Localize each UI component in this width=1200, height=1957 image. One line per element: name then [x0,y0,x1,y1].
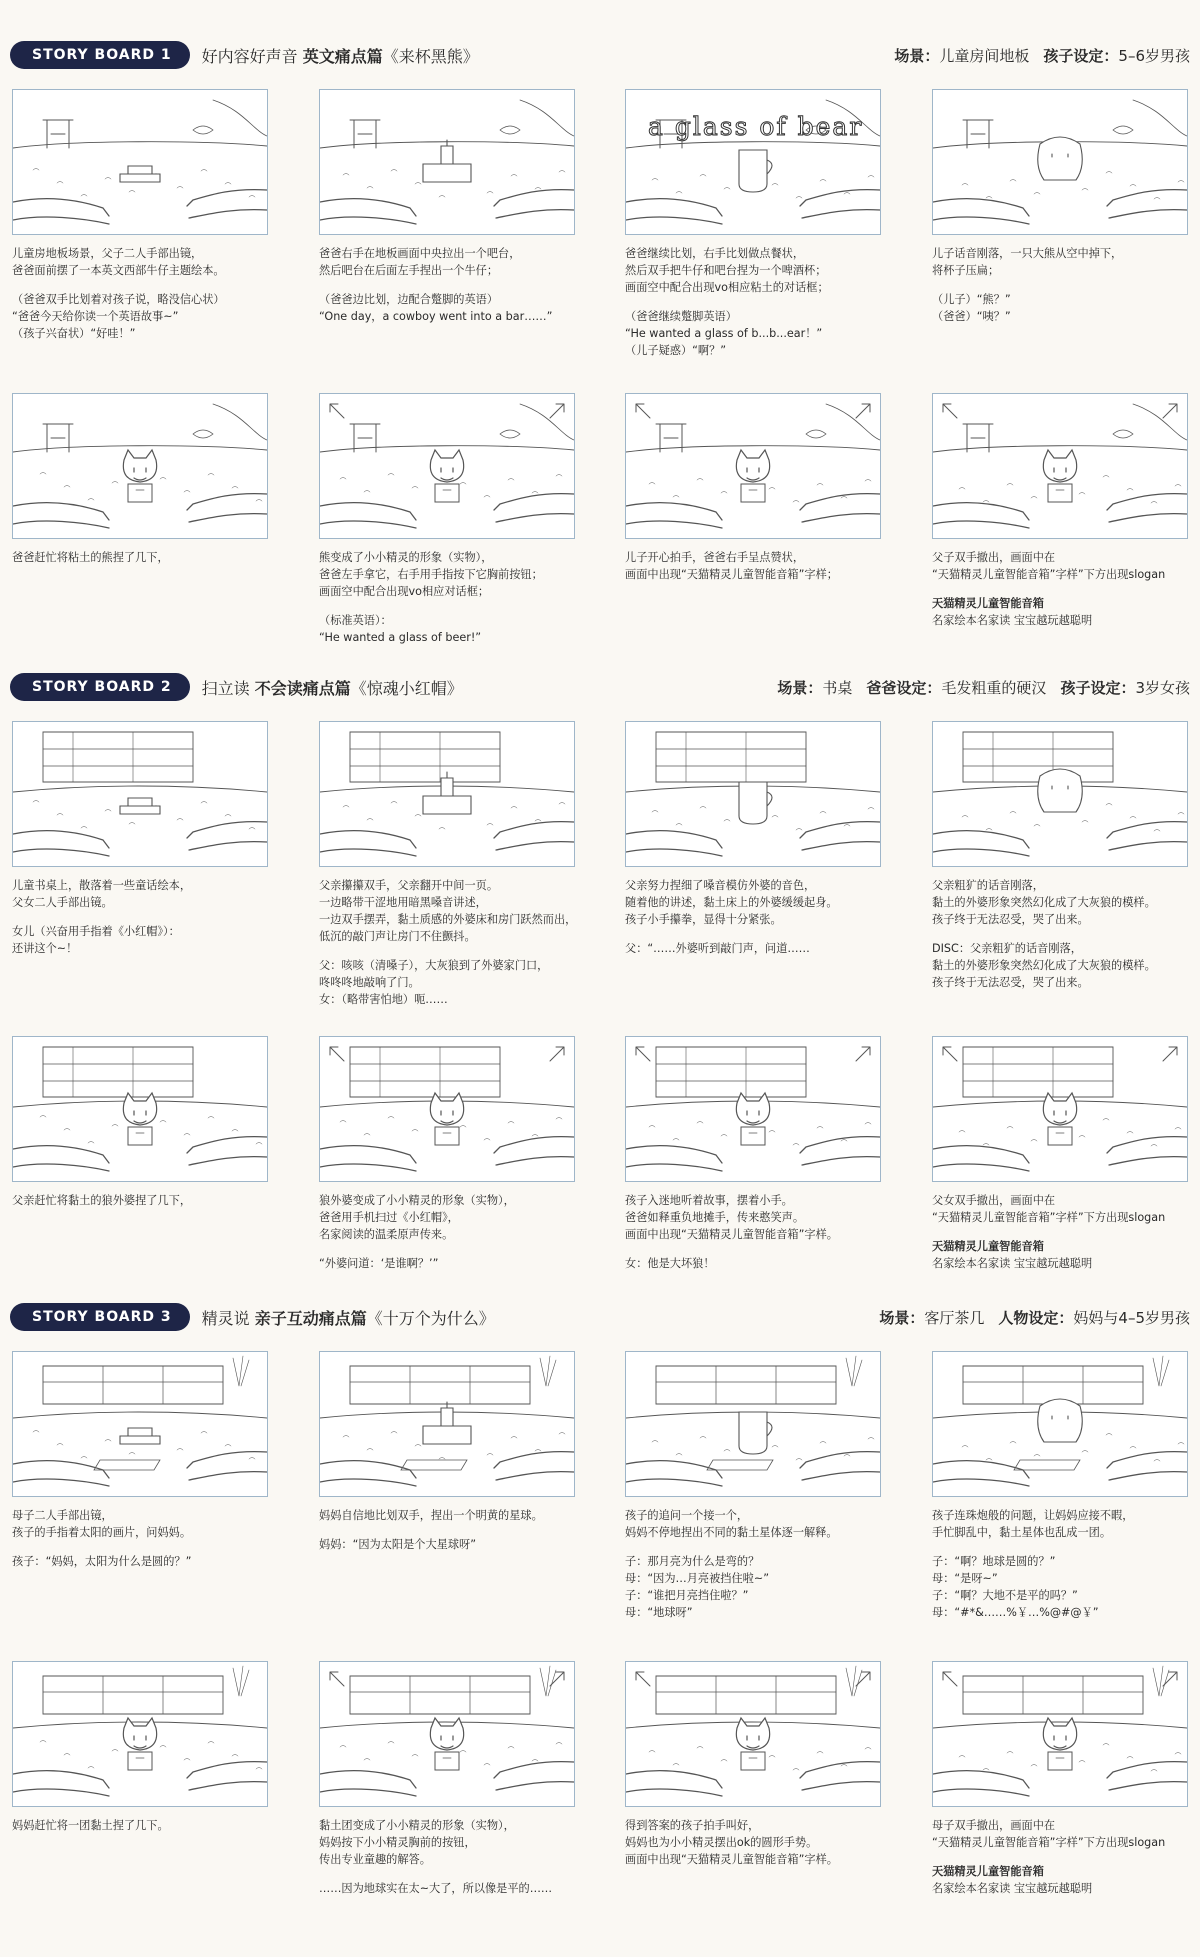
sketch-illustration [626,1352,880,1496]
description-line: 手忙脚乱中，黏土星体也乱成一团。 [932,1526,1112,1539]
panel-frame [319,1036,575,1182]
storyboard-panel [932,393,1188,629]
panel-frame [625,1351,881,1497]
dialog-line: 孩子终于无法忍受，哭了出来。 [932,976,1089,989]
storyboard-panel [319,89,575,325]
storyboard-panel [319,721,575,1008]
meta-label: 孩子设定： [1060,678,1136,697]
sketch-illustration [320,90,574,234]
meta-value: 客厅茶几 [924,1308,985,1327]
dialog-line: 子：“啊？大地不是平的吗？” [932,1589,1078,1602]
panel-caption [932,1817,1188,1897]
panel-dialog [932,940,1188,991]
description-line: 孩子的追问一个接一个， [625,1509,749,1522]
dialog-line: （爸爸边比划，边配合蹩脚的英语） [319,293,499,306]
panel-description [932,1817,1188,1851]
panel-frame [625,1661,881,1807]
panel-description [12,549,268,566]
sketch-illustration [933,90,1187,234]
dialog-line: 咚咚咚地敲响了门。 [319,976,420,989]
panel-caption [625,1507,881,1621]
storyboard-badge: STORY BOARD 1 [10,41,190,69]
panel-dialog [625,940,881,957]
description-line: 低沉的敲门声让房门不住颤抖。 [319,930,476,943]
meta-label: 场景： [894,46,940,65]
meta-value: 5–6岁男孩 [1118,46,1190,65]
sketch-illustration [626,1037,880,1181]
description-line: 父女双手撤出，画面中在 [932,1194,1056,1207]
dialog-line: 还讲这个~！ [12,942,78,955]
slogan-title: 天猫精灵儿童智能音箱 [932,1240,1044,1253]
title-suffix: 《惊魂小红帽》 [350,678,463,698]
panel-frame [319,1661,575,1807]
description-line: 爸爸继续比划，右手比划做点餐状， [625,247,805,260]
panel-description [12,245,268,279]
description-line: 爸爸右手在地板画面中央拉出一个吧台， [319,247,521,260]
panel-frame [625,393,881,539]
meta-label: 人物设定： [998,1308,1074,1327]
description-line: 儿子话音刚落，一只大熊从空中掉下， [932,247,1123,260]
storyboard-panel [625,89,881,359]
storyboard-panel [625,1036,881,1272]
storyboard-panel [12,89,268,342]
dialog-line: 母：“是呀~” [932,1572,998,1585]
caption-spacer [932,1226,1188,1238]
description-line: 爸爸用手机扫过《小红帽》， [319,1211,459,1224]
panel-description [319,549,575,600]
description-line: 孩子的手指着太阳的画片，问妈妈。 [12,1526,192,1539]
panel-caption [932,877,1188,991]
description-line: 黏土的外婆形象突然幻化成了大灰狼的模样。 [932,896,1156,909]
title-bold-segment: 英文痛点篇 [302,46,383,66]
panel-description [932,245,1188,279]
storyboard-panel [932,721,1188,991]
storyboard-panel [319,1351,575,1553]
panel-description [932,877,1188,928]
description-line: 画面中出现“天猫精灵儿童智能音箱”字样； [625,568,838,581]
sketch-illustration [320,1662,574,1806]
storyboard-title [202,1306,495,1329]
panel-caption [12,1192,268,1209]
dialog-line: “He wanted a glass of b...b...ear！” [625,327,823,340]
description-line: 父亲努力捏细了嗓音模仿外婆的音色， [625,879,816,892]
panel-description [625,245,881,296]
sketch-illustration [13,722,267,866]
panel-caption [932,549,1188,629]
panel-slogan [932,1238,1188,1272]
panel-frame [12,89,268,235]
panel-description [319,1817,575,1868]
panel-caption [932,1507,1188,1621]
description-line: 父女二人手部出镜。 [12,896,113,909]
panel-caption [12,245,268,342]
panel-description [625,877,881,928]
storyboard-panel [932,1351,1188,1621]
dialog-line: （爸爸）“咦？” [932,310,1011,323]
panel-frame [12,1661,268,1807]
panel-caption [12,1507,268,1570]
panel-caption [319,1817,575,1897]
dialog-line: 母：“因为…月亮被挡住啦~” [625,1572,770,1585]
panel-dialog [625,308,881,359]
description-line: “天猫精灵儿童智能音箱”字样”下方出现slogan [932,1836,1166,1849]
caption-spacer [12,279,268,291]
sketch-illustration [13,1662,267,1806]
title-prefix: 精灵说 [201,1308,250,1328]
slogan-line: 名家绘本名家读 宝宝越玩越聪明 [932,614,1093,627]
storyboard-panel [625,1661,881,1868]
panel-description [12,877,268,911]
panel-dialog [319,1536,575,1553]
dialog-line: 母：“#*&……%￥…%@#@￥” [932,1606,1099,1619]
sketch-illustration [320,394,574,538]
storyboard-meta [777,677,1190,698]
storyboard-panel [932,1661,1188,1897]
sketch-illustration [626,394,880,538]
panel-dialog [932,291,1188,325]
description-line: 爸爸左手拿它，右手用手指按下它胸前按钮； [319,568,543,581]
panel-description [625,1192,881,1243]
panel-description [319,245,575,279]
dialog-line: 子：那月亮为什么是弯的？ [625,1555,760,1568]
caption-spacer [625,1243,881,1255]
panel-dialog [319,1255,575,1272]
storyboard-title [202,676,463,699]
description-line: 妈妈不停地捏出不同的黏土星体逐一解释。 [625,1526,838,1539]
slogan-title: 天猫精灵儿童智能音箱 [932,597,1044,610]
panel-slogan [932,595,1188,629]
storyboard-panel [12,1661,268,1834]
storyboard-panel [932,1036,1188,1272]
storyboard-panel [625,1351,881,1621]
slogan-line: 名家绘本名家读 宝宝越玩越聪明 [932,1257,1093,1270]
meta-label: 场景： [777,678,823,697]
storyboard-badge: STORY BOARD 2 [10,673,190,701]
caption-spacer [932,1541,1188,1553]
description-line: 父亲攥攥双手，父亲翻开中间一页。 [319,879,499,892]
meta-label: 孩子设定： [1043,46,1119,65]
description-line: 画面中出现“天猫精灵儿童智能音箱”字样。 [625,1228,838,1241]
caption-spacer [319,1243,575,1255]
description-line: 熊变成了小小精灵的形象（实物）， [319,551,493,564]
title-bold-segment: 不会读痛点篇 [254,678,351,698]
panel-frame [12,721,268,867]
meta-value: 毛发粗重的硬汉 [941,678,1047,697]
panel-frame [12,393,268,539]
dialog-line: “外婆问道：‘是谁啊？’” [319,1257,439,1270]
panel-dialog [12,291,268,342]
storyboard-panel [12,1351,268,1570]
sketch-illustration [933,394,1187,538]
storyboard-panel [12,393,268,566]
storyboard-header [10,1302,1190,1332]
dialog-line: 子：“谁把月亮挡住啦？” [625,1589,749,1602]
panel-caption [319,1192,575,1272]
description-line: 一边双手摆弄，黏土质感的外婆床和房门跃然而出， [319,913,577,926]
panel-dialog [625,1255,881,1272]
panel-caption [625,877,881,957]
description-line: 母子二人手部出镜， [12,1509,113,1522]
panel-frame [932,1036,1188,1182]
panel-caption [319,245,575,325]
panel-frame [319,1351,575,1497]
panel-description [319,1507,575,1524]
title-suffix: 《十万个为什么》 [366,1308,495,1328]
storyboard-panel [932,89,1188,325]
caption-spacer [625,296,881,308]
description-line: 孩子入迷地听着故事，摆着小手。 [625,1194,793,1207]
dialog-line: “He wanted a glass of beer!” [319,631,482,644]
panel-frame [932,89,1188,235]
panel-description [625,1507,881,1541]
sketch-illustration [320,1037,574,1181]
description-line: 儿童房地板场景，父子二人手部出镜， [12,247,203,260]
description-line: 画面空中配合出现vo相应对话框； [319,585,490,598]
caption-spacer [625,1541,881,1553]
panel-description [625,1817,881,1868]
sketch-illustration [933,1352,1187,1496]
dialog-line: 女：（略带害怕地）呃…… [319,993,448,1006]
sketch-illustration [13,90,267,234]
panel-frame [625,721,881,867]
panel-caption [12,877,268,957]
panel-description [12,1507,268,1541]
panel-dialog [625,1553,881,1621]
storyboard-meta [879,1307,1190,1328]
panel-frame [319,89,575,235]
panel-frame [319,393,575,539]
panel-frame [932,393,1188,539]
description-line: 妈妈赶忙将一团黏土捏了几下。 [12,1819,169,1832]
sketch-illustration [13,394,267,538]
panel-dialog [319,1880,575,1897]
panel-caption [12,549,268,566]
dialog-line: 父：“……外婆听到敲门声，问道…… [625,942,810,955]
description-line: 然后双手把牛仔和吧台捏为一个啤酒杯； [625,264,827,277]
description-line: 随着他的讲述，黏土床上的外婆缓缓起身。 [625,896,838,909]
dialog-line: DISC：父亲粗犷的话音刚落， [932,942,1082,955]
panel-caption [319,1507,575,1553]
panel-description [932,1507,1188,1541]
sketch-illustration [933,1037,1187,1181]
dialog-line: ……因为地球实在太~大了，所以像是平的…… [319,1882,553,1895]
panel-description [319,1192,575,1243]
title-prefix: 扫立读 [201,678,250,698]
caption-spacer [12,1541,268,1553]
dialog-line: （爸爸双手比划着对孩子说，略没信心状） [12,293,225,306]
slogan-title: 天猫精灵儿童智能音箱 [932,1865,1044,1878]
storyboard-panel [12,721,268,957]
description-line: 妈妈也为小小精灵摆出ok的圆形手势。 [625,1836,818,1849]
panel-caption [932,1192,1188,1272]
storyboard-panel [625,393,881,583]
caption-spacer [319,1524,575,1536]
description-line: 儿童书桌上，散落着一些童话绘本， [12,879,192,892]
description-line: “天猫精灵儿童智能音箱”字样”下方出现slogan [932,568,1166,581]
panel-frame [12,1036,268,1182]
caption-spacer [319,945,575,957]
caption-spacer [319,279,575,291]
panel-description [625,549,881,583]
description-line: 黏土团变成了小小精灵的形象（实物）， [319,1819,515,1832]
dialog-line: （孩子兴奋状）“好哇！” [12,327,136,340]
panel-description [932,549,1188,583]
description-line: 传出专业童趣的解答。 [319,1853,431,1866]
sketch-illustration [626,1662,880,1806]
panel-frame [12,1351,268,1497]
dialog-line: 母：“地球呀” [625,1606,693,1619]
caption-spacer [932,583,1188,595]
description-line: 画面中出现“天猫精灵儿童智能音箱”字样。 [625,1853,838,1866]
storyboard-panel [319,393,575,646]
dialog-line: 妈妈：“因为太阳是个大星球呀” [319,1538,477,1551]
storyboard-panel [319,1036,575,1272]
description-line: 画面空中配合出现vo相应粘土的对话框； [625,281,829,294]
title-suffix: 《来杯黑熊》 [382,46,479,66]
panel-frame [932,1661,1188,1807]
dialog-line: “爸爸今天给你读一个英语故事~” [12,310,179,323]
storyboard-title [202,44,479,67]
panel-caption [12,1817,268,1834]
panel-slogan [932,1863,1188,1897]
description-line: 将杯子压扁； [932,264,1000,277]
panel-description [319,877,575,945]
description-line: 儿子开心拍手，爸爸右手呈点赞状， [625,551,805,564]
panel-frame [932,721,1188,867]
panel-caption [932,245,1188,325]
storyboard-header [10,672,1190,702]
description-line: 得到答案的孩子拍手叫好， [625,1819,760,1832]
description-line: “天猫精灵儿童智能音箱”字样”下方出现slogan [932,1211,1166,1224]
meta-value: 书桌 [822,678,853,697]
dialog-line: 女：他是大坏狼！ [625,1257,715,1270]
panel-dialog [12,923,268,957]
caption-spacer [932,1851,1188,1863]
panel-caption [625,549,881,583]
panel-caption [625,1817,881,1868]
description-line: 爸爸面前摆了一本英文西部牛仔主题绘本。 [12,264,225,277]
sketch-illustration [320,722,574,866]
dialog-line: （爸爸继续蹩脚英语） [625,310,737,323]
storyboard-header [10,40,1190,70]
panel-frame [319,721,575,867]
meta-label: 场景： [879,1308,925,1327]
description-line: 狼外婆变成了小小精灵的形象（实物）， [319,1194,515,1207]
title-bold-segment: 亲子互动痛点篇 [254,1308,367,1328]
sketch-illustration [320,1352,574,1496]
sketch-illustration [13,1037,267,1181]
title-prefix: 好内容好声音 [201,46,298,66]
caption-spacer [319,1868,575,1880]
dialog-line: 女儿（兴奋用手指着《小红帽》）： [12,925,180,938]
caption-spacer [625,928,881,940]
storyboard-panel [12,1036,268,1209]
panel-description [12,1817,268,1834]
panel-caption [625,245,881,359]
slogan-line: 名家绘本名家读 宝宝越玩越聪明 [932,1882,1093,1895]
caption-spacer [932,928,1188,940]
panel-dialog [932,1553,1188,1621]
panel-dialog [319,612,575,646]
description-line: 孩子连珠炮般的问题，让妈妈应接不暇， [932,1509,1134,1522]
storyboard-badge: STORY BOARD 3 [10,1303,190,1331]
dialog-line: （标准英语）： [319,614,392,627]
description-line: 孩子终于无法忍受，哭了出来。 [932,913,1089,926]
dialog-line: “One day，a cowboy went into a bar……” [319,310,553,323]
panel-caption [319,549,575,646]
panel-description [932,1192,1188,1226]
description-line: 然后吧台在后面左手捏出一个牛仔； [319,264,499,277]
panel-frame [625,1036,881,1182]
description-line: 父亲粗犷的话音刚落， [932,879,1044,892]
description-line: 妈妈按下小小精灵胸前的按钮， [319,1836,476,1849]
meta-label: 爸爸设定： [866,678,942,697]
sketch-illustration [13,1352,267,1496]
panel-dialog [12,1553,268,1570]
meta-value: 儿童房间地板 [939,46,1030,65]
panel-frame [932,1351,1188,1497]
panel-frame [625,89,881,235]
sketch-illustration [626,722,880,866]
dialog-line: 父：咳咳（清嗓子），大灰狼到了外婆家门口， [319,959,549,972]
panel-caption [625,1192,881,1272]
dialog-line: 孩子：“妈妈，太阳为什么是圆的？” [12,1555,192,1568]
meta-value: 3岁女孩 [1135,678,1190,697]
description-line: 妈妈自信地比划双手，捏出一个明黄的星球。 [319,1509,543,1522]
dialog-line: （儿子疑惑）“啊？” [625,344,727,357]
description-line: 父亲赶忙将黏土的狼外婆捏了几下， [12,1194,192,1207]
description-line: 名家阅读的温柔原声传来。 [319,1228,454,1241]
dialog-line: （儿子）“熊？” [932,293,1011,306]
panel-description [12,1192,268,1209]
storyboard-panel [625,721,881,957]
overlay-caption: a glass of bear [648,112,864,141]
dialog-line: 子：“啊？地球是圆的？” [932,1555,1056,1568]
description-line: 孩子小手攥拳，显得十分紧张。 [625,913,782,926]
description-line: 爸爸如释重负地摊手，传来憨笑声。 [625,1211,805,1224]
caption-spacer [12,911,268,923]
sketch-illustration [933,722,1187,866]
description-line: 爸爸赶忙将粘土的熊捏了几下， [12,551,169,564]
sketch-illustration [933,1662,1187,1806]
panel-dialog [319,957,575,1008]
caption-spacer [319,600,575,612]
caption-spacer [932,279,1188,291]
dialog-line: 黏土的外婆形象突然幻化成了大灰狼的模样。 [932,959,1156,972]
storyboard-panel [319,1661,575,1897]
description-line: 一边略带干涩地用暗黑嗓音讲述， [319,896,487,909]
description-line: 母子双手撤出，画面中在 [932,1819,1056,1832]
panel-dialog [319,291,575,325]
description-line: 父子双手撤出，画面中在 [932,551,1056,564]
panel-caption [319,877,575,1008]
storyboard-meta [894,45,1190,66]
meta-value: 妈妈与4–5岁男孩 [1073,1308,1190,1327]
